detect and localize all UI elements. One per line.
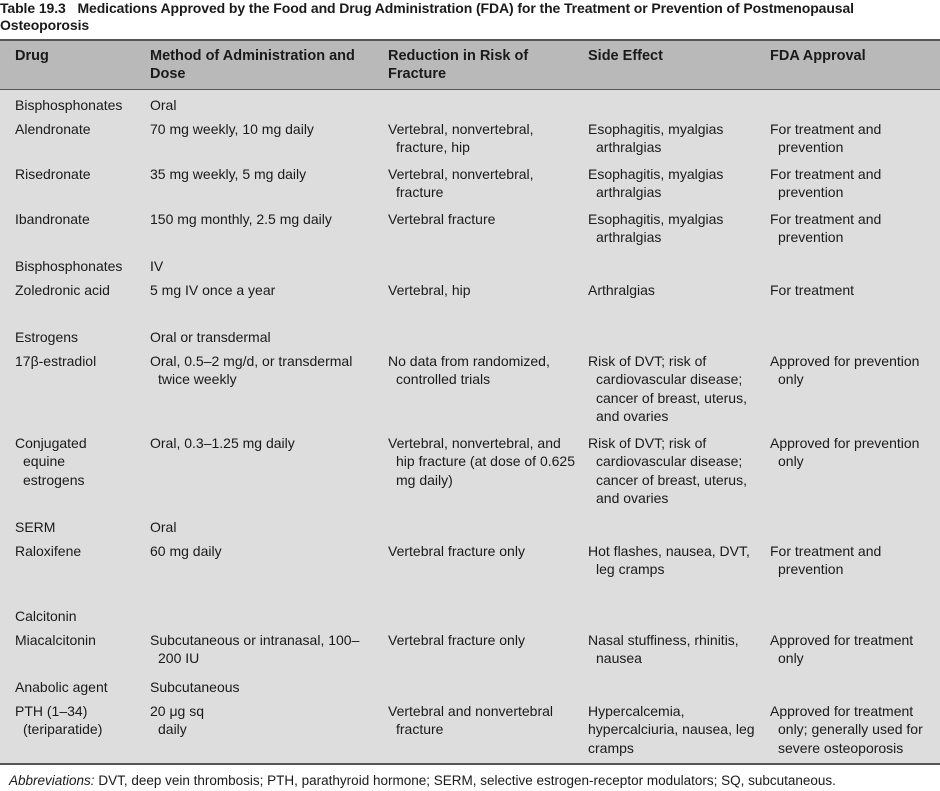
cell-reduction: Vertebral, nonvertebral, fracture (388, 165, 534, 200)
table-row (0, 255, 940, 281)
cell-reduction: Vertebral fracture only (388, 542, 525, 559)
table-row (0, 702, 940, 762)
cell-method: Oral or transdermal (150, 328, 271, 345)
cell-fda: For treatment (770, 281, 855, 298)
cell-method: IV (150, 257, 164, 274)
cell-drug (0, 281, 150, 326)
cell-fda: Approved for prevention only (770, 434, 920, 469)
cell-method (150, 605, 388, 631)
cell-side-effect (588, 516, 770, 542)
table-row (0, 605, 940, 631)
cell-reduction (388, 605, 588, 631)
cell-drug (0, 352, 150, 434)
cell-reduction: Vertebral fracture only (388, 631, 525, 648)
table-title: Medications Approved by the Food and Drug Administration (FDA) for the Treatment or Prevention of Postmenopausal Osteoporosis (0, 0, 854, 33)
cell-side-effect (588, 255, 770, 281)
cell-drug: Bisphosphonates (15, 257, 123, 274)
cell-method: 5 mg IV once a year (150, 281, 276, 298)
header-method: Method of Administration and Dose (150, 41, 388, 90)
cell-reduction: Vertebral and nonvertebral fracture (388, 702, 553, 737)
medications-table (0, 41, 940, 762)
cell-drug (0, 631, 150, 676)
cell-fda: For treatment and prevention (770, 210, 882, 245)
table-row (0, 434, 940, 516)
header-side-effect: Side Effect (588, 41, 770, 90)
cell-side-effect (588, 90, 770, 120)
cell-fda: Approved for treatment only; generally used for severe osteoporosis (770, 702, 923, 756)
cell-drug (0, 542, 150, 605)
cell-drug-text: Zoledronic acid (15, 281, 110, 298)
table-row (0, 352, 940, 434)
cell-drug (0, 165, 150, 210)
cell-side-effect: Esophagitis, myalgias arthralgias (588, 165, 724, 200)
cell-side-effect (588, 605, 770, 631)
table-row (0, 120, 940, 165)
cell-drug-text: Alendronate (15, 120, 91, 137)
table-row (0, 516, 940, 542)
cell-side-effect (588, 326, 770, 352)
table-row (0, 676, 940, 702)
header-row (0, 41, 940, 90)
cell-method: Oral (150, 97, 177, 113)
table-row (0, 631, 940, 676)
table-row (0, 90, 940, 120)
cell-reduction: Vertebral, nonvertebral, fracture, hip (388, 120, 534, 155)
cell-side-effect: Nasal stuffiness, rhinitis, nausea (588, 631, 739, 666)
cell-drug (0, 120, 150, 165)
cell-fda (770, 516, 940, 542)
cell-side-effect: Esophagitis, myalgias arthralgias (588, 210, 724, 245)
cell-method: 35 mg weekly, 5 mg daily (150, 165, 307, 182)
cell-reduction: Vertebral fracture (388, 210, 496, 227)
table-row (0, 281, 940, 326)
cell-reduction (388, 326, 588, 352)
cell-method (150, 702, 388, 762)
cell-fda: For treatment and prevention (770, 120, 882, 155)
cell-side-effect: Risk of DVT; risk of cardiovascular disease; cancer of breast, uterus, and ovaries (588, 352, 747, 424)
cell-reduction: Vertebral, nonvertebral, and hip fracture (at dose of 0.625 mg daily) (388, 434, 575, 488)
cell-drug-text: PTH (1–34) (teriparatide) (15, 702, 103, 737)
cell-fda (770, 605, 940, 631)
cell-drug-text: Miacalcitonin (15, 631, 96, 648)
cell-drug (0, 605, 150, 631)
cell-drug: Bisphosphonates (15, 97, 123, 113)
cell-drug: Estrogens (15, 328, 79, 345)
cell-reduction: No data from randomized, controlled trials (388, 352, 550, 387)
table-footnote (9, 773, 836, 789)
cell-side-effect: Risk of DVT; risk of cardiovascular disease; cancer of breast, uterus, and ovaries (588, 434, 747, 506)
header-fda-approval: FDA Approval (770, 41, 940, 90)
cell-drug: SERM (15, 518, 56, 535)
cell-drug (0, 434, 150, 516)
cell-method: Oral, 0.3–1.25 mg daily (150, 434, 295, 451)
cell-drug-text: Calcitonin (15, 607, 77, 624)
cell-method: Oral, 0.5–2 mg/d, or transdermal twice weekly (150, 352, 353, 387)
cell-method: 70 mg weekly, 10 mg daily (150, 120, 314, 137)
cell-method: Oral (150, 518, 177, 535)
cell-fda (770, 676, 940, 702)
cell-method: 150 mg monthly, 2.5 mg daily (150, 210, 332, 227)
cell-drug-text: Ibandronate (15, 210, 90, 227)
cell-side-effect: Esophagitis, myalgias arthralgias (588, 120, 724, 155)
cell-fda: For treatment and prevention (770, 165, 882, 200)
table-row (0, 326, 940, 352)
cell-method: Subcutaneous or intranasal, 100–200 IU (150, 631, 360, 666)
header-reduction: Reduction in Risk of Fracture (388, 41, 588, 90)
cell-drug-text: Risedronate (15, 165, 91, 182)
cell-reduction (388, 516, 588, 542)
header-drug: Drug (0, 41, 150, 90)
cell-drug-text: Conjugated equine estrogens (15, 434, 87, 488)
cell-method: Subcutaneous (150, 678, 240, 695)
cell-fda (770, 90, 940, 120)
cell-drug: Anabolic agent (15, 678, 108, 695)
cell-drug-text: Raloxifene (15, 542, 82, 559)
medications-table-container (0, 39, 940, 765)
cell-side-effect: Arthralgias (588, 281, 655, 298)
cell-fda (770, 255, 940, 281)
cell-side-effect: Hot flashes, nausea, DVT, leg cramps (588, 542, 750, 577)
cell-side-effect: Hypercalcemia, hypercalciuria, nausea, leg cramps (588, 702, 755, 756)
table-number: Table 19.3 (0, 0, 66, 16)
cell-reduction (388, 90, 588, 120)
footnote-label: Abbreviations: (9, 773, 95, 788)
cell-reduction (388, 255, 588, 281)
cell-fda: Approved for prevention only (770, 352, 920, 387)
table-row (0, 165, 940, 210)
cell-fda: Approved for treatment only (770, 631, 914, 666)
cell-side-effect (588, 676, 770, 702)
cell-method-text: 20 μg sq daily (150, 702, 204, 737)
table-row (0, 210, 940, 255)
cell-drug (0, 210, 150, 255)
cell-fda: For treatment and prevention (770, 542, 882, 577)
footnote-text: DVT, deep vein thrombosis; PTH, parathyroid hormone; SERM, selective estrogen-receptor modulators; SQ, subcutaneous. (98, 773, 836, 788)
cell-drug-text: 17β-estradiol (15, 352, 97, 369)
cell-fda (770, 326, 940, 352)
cell-reduction (388, 676, 588, 702)
cell-reduction: Vertebral, hip (388, 281, 471, 298)
cell-method: 60 mg daily (150, 542, 222, 559)
cell-drug (0, 702, 150, 762)
table-caption (0, 0, 930, 34)
table-row (0, 542, 940, 605)
